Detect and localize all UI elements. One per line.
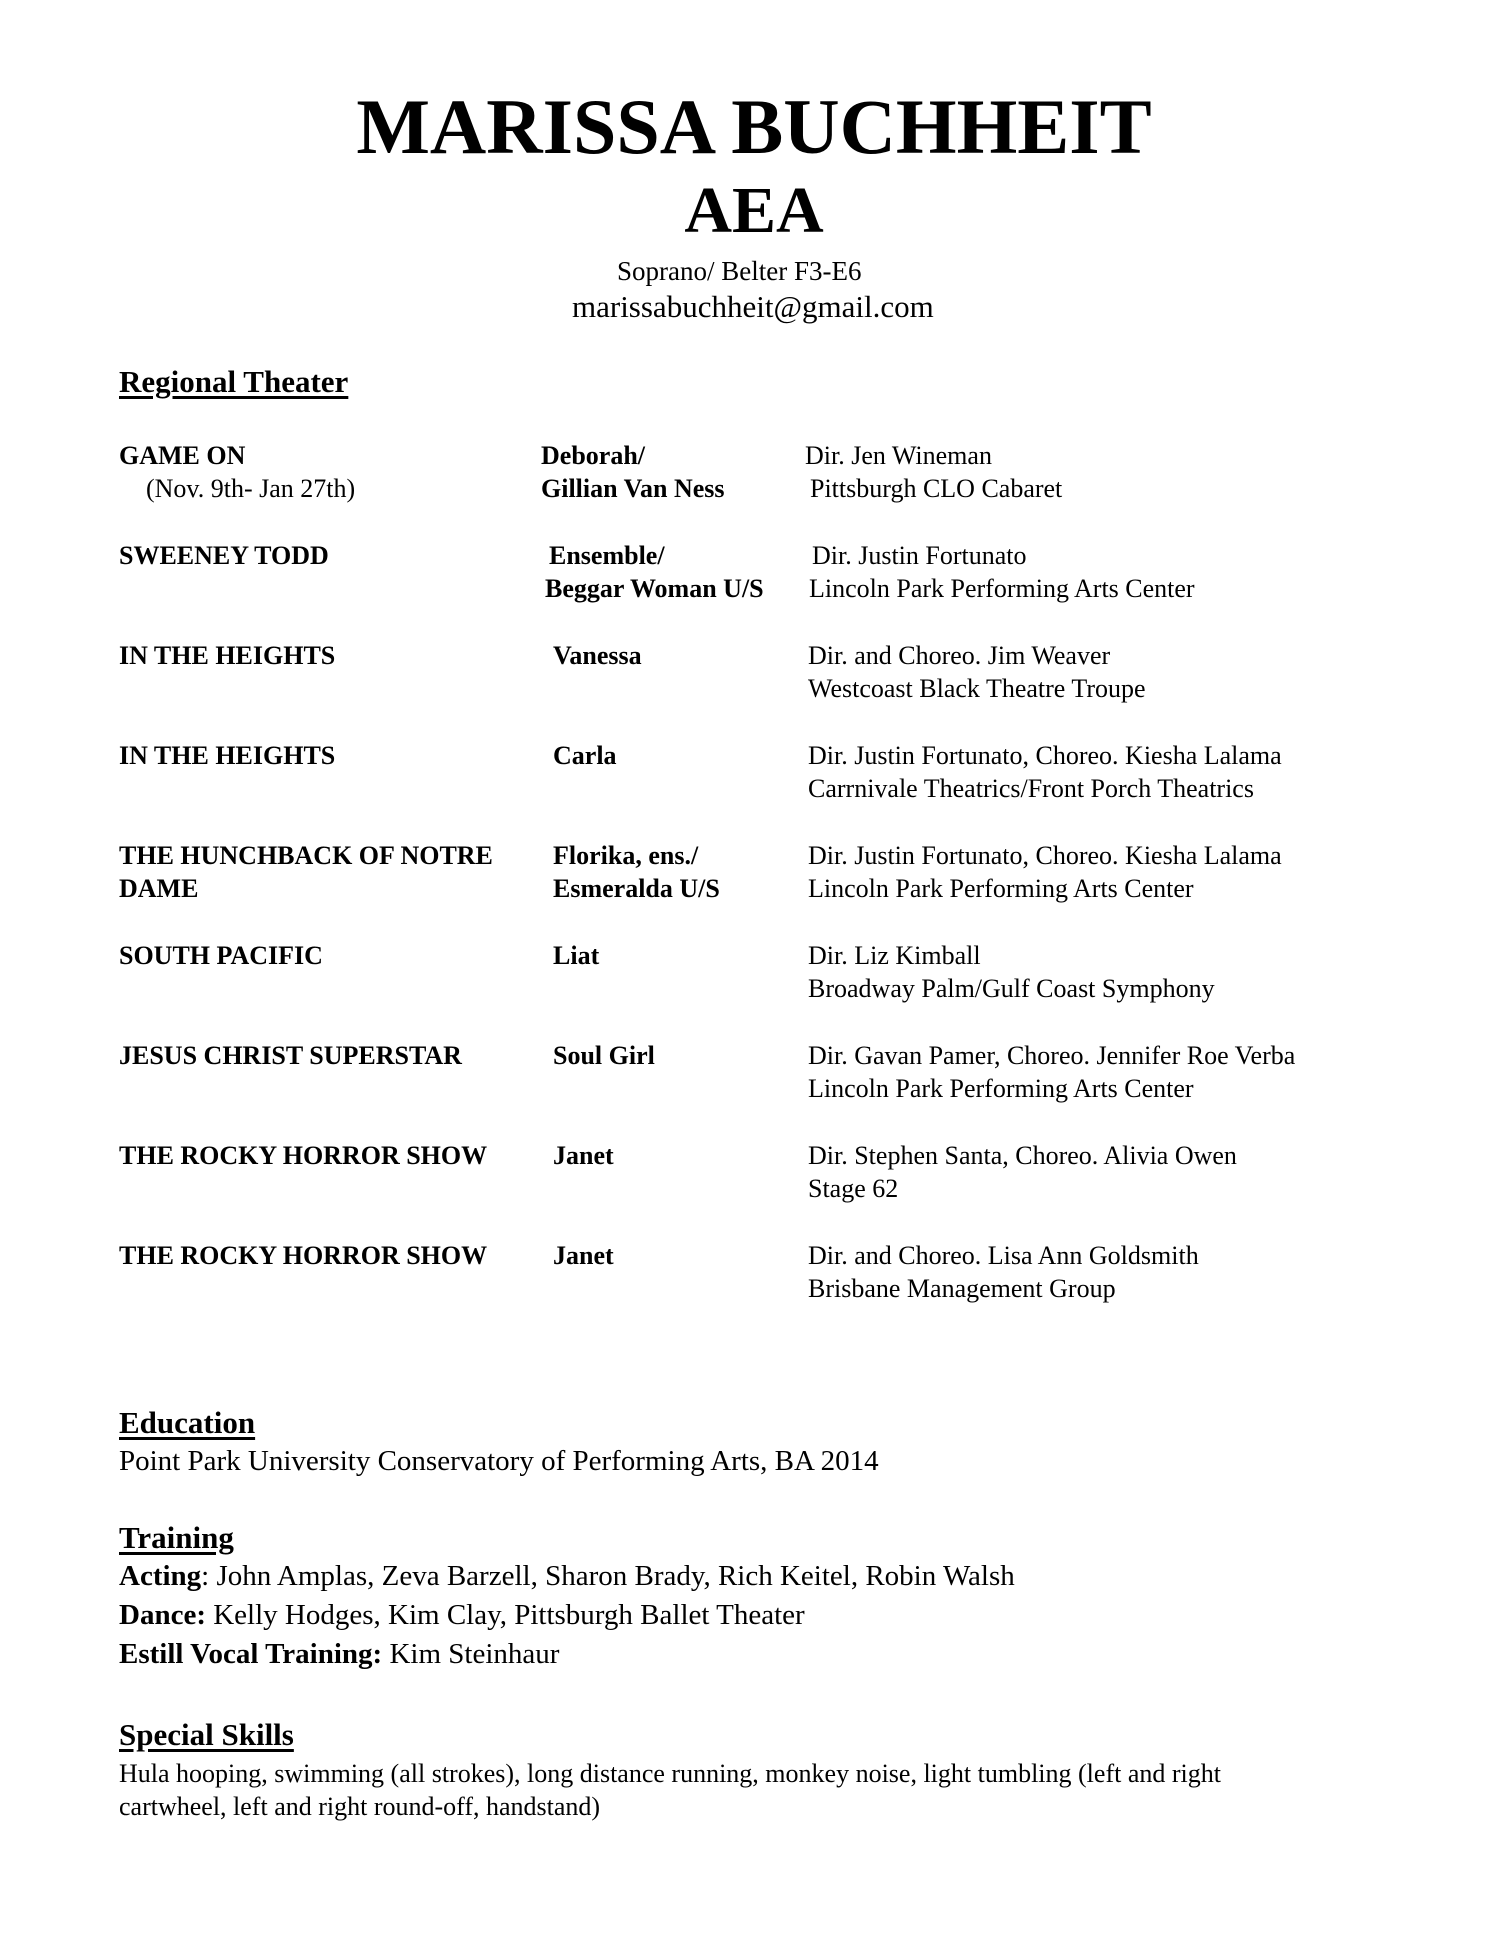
credit-director: Dir. Liz Kimball <box>808 941 981 970</box>
credit-director: Dir. Justin Fortunato, Choreo. Kiesha Lalama <box>808 841 1282 870</box>
credit-show-line-2: DAME <box>119 874 199 903</box>
credit-show-note: (Nov. 9th- Jan 27th) <box>146 474 356 503</box>
credit-show: IN THE HEIGHTS <box>119 641 336 670</box>
credit-venue: Broadway Palm/Gulf Coast Symphony <box>808 974 1215 1003</box>
voice-type: Soprano/ Belter F3-E6 <box>617 256 862 286</box>
credit-show: IN THE HEIGHTS <box>119 741 336 770</box>
credit-role-line-2: Gillian Van Ness <box>541 474 725 503</box>
credit-venue: Westcoast Black Theatre Troupe <box>808 674 1146 703</box>
resume-name: MARISSA BUCHHEIT <box>356 83 1152 170</box>
credit-venue: Carrnivale Theatrics/Front Porch Theatrics <box>808 774 1254 803</box>
union-affiliation: AEA <box>684 174 824 247</box>
training-acting-label: Acting <box>119 1560 202 1592</box>
training-vocal <box>119 1638 559 1671</box>
credit-venue: Lincoln Park Performing Arts Center <box>809 574 1195 603</box>
credit-role: Soul Girl <box>553 1041 655 1070</box>
credit-show: SOUTH PACIFIC <box>119 941 323 970</box>
credit-director: Dir. and Choreo. Lisa Ann Goldsmith <box>808 1241 1199 1270</box>
credit-role: Janet <box>553 1241 614 1270</box>
special-skills-heading: Special Skills <box>119 1717 294 1752</box>
credit-role-line-2: Beggar Woman U/S <box>545 574 764 603</box>
training-acting <box>119 1560 1015 1593</box>
credit-venue: Lincoln Park Performing Arts Center <box>808 1074 1194 1103</box>
training-heading: Training <box>119 1520 234 1555</box>
regional-theater-heading: Regional Theater <box>119 364 349 399</box>
training-acting-text: : John Amplas, Zeva Barzell, Sharon Brady, Rich Keitel, Robin Walsh <box>201 1560 1015 1592</box>
credit-director: Dir. Gavan Pamer, Choreo. Jennifer Roe Verba <box>808 1041 1296 1070</box>
credit-show: THE ROCKY HORROR SHOW <box>119 1241 488 1270</box>
credit-director: Dir. Justin Fortunato, Choreo. Kiesha Lalama <box>808 741 1282 770</box>
credit-show: JESUS CHRIST SUPERSTAR <box>119 1041 462 1070</box>
training-vocal-label: Estill Vocal Training: <box>119 1638 383 1670</box>
credit-director: Dir. Stephen Santa, Choreo. Alivia Owen <box>808 1141 1237 1170</box>
credit-role: Vanessa <box>553 641 642 670</box>
credit-role: Ensemble/ <box>549 541 665 570</box>
credit-role: Florika, ens./ <box>553 841 699 870</box>
credit-role: Liat <box>553 941 600 970</box>
credit-role: Deborah/ <box>541 441 645 470</box>
special-skills-line-2: cartwheel, left and right round-off, handstand) <box>119 1792 601 1821</box>
education-text: Point Park University Conservatory of Performing Arts, BA 2014 <box>119 1445 879 1477</box>
credit-show: GAME ON <box>119 441 246 470</box>
credit-venue: Stage 62 <box>808 1174 899 1203</box>
credit-show: THE ROCKY HORROR SHOW <box>119 1141 488 1170</box>
special-skills-line-1: Hula hooping, swimming (all strokes), long distance running, monkey noise, light tumbling (left and right <box>119 1759 1221 1788</box>
credit-venue: Lincoln Park Performing Arts Center <box>808 874 1194 903</box>
credit-venue: Pittsburgh CLO Cabaret <box>810 474 1063 503</box>
credit-show: SWEENEY TODD <box>119 541 329 570</box>
credit-director: Dir. Jen Wineman <box>805 441 992 470</box>
credit-show: THE HUNCHBACK OF NOTRE <box>119 841 493 870</box>
credit-venue: Brisbane Management Group <box>808 1274 1116 1303</box>
credit-role: Janet <box>553 1141 614 1170</box>
training-dance-text: Kelly Hodges, Kim Clay, Pittsburgh Ballet Theater <box>205 1599 805 1631</box>
education-heading: Education <box>119 1405 256 1440</box>
credit-role: Carla <box>553 741 617 770</box>
training-dance-label: Dance: <box>119 1599 206 1631</box>
credit-director: Dir. Justin Fortunato <box>812 541 1027 570</box>
training-dance <box>119 1599 805 1632</box>
credit-role-line-2: Esmeralda U/S <box>553 874 720 903</box>
email-address: marissabuchheit@gmail.com <box>572 289 934 324</box>
credit-director: Dir. and Choreo. Jim Weaver <box>808 641 1111 670</box>
training-vocal-text: Kim Steinhaur <box>382 1638 560 1670</box>
